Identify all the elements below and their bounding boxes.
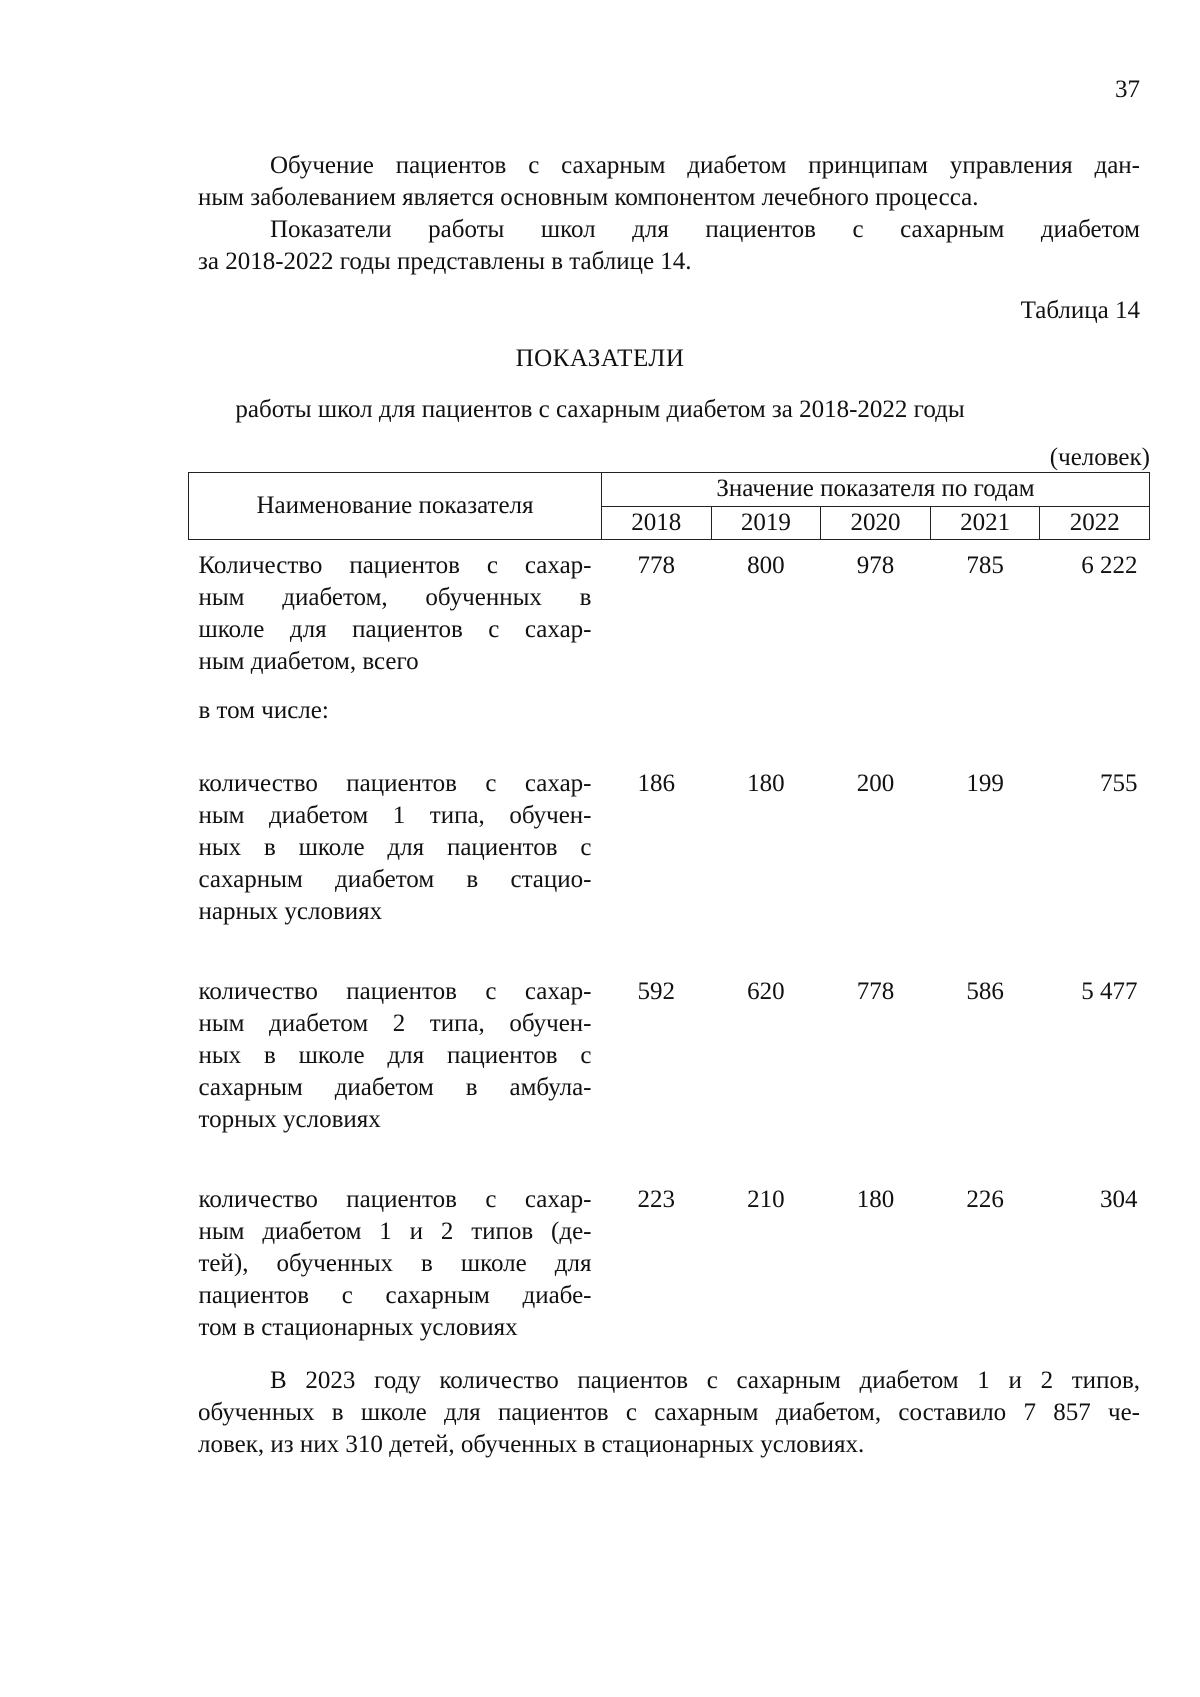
row-label-line: пациентов с сахарным диабе-: [198, 1282, 592, 1309]
cell-value: [1040, 685, 1150, 758]
cell-value: 223: [637, 1186, 676, 1213]
cell-value: 210: [747, 1186, 785, 1213]
text-line: обученных в школе для пациентов с сахарным диабетом, составило 7 857 че-: [198, 1399, 1140, 1426]
table-row: [189, 685, 1150, 758]
cell-value: 620: [747, 978, 785, 1005]
text-line: ловек, из них 310 детей, обученных в стационарных условиях.: [198, 1431, 865, 1458]
cell-value: 200: [856, 770, 895, 797]
table-row: [189, 966, 1150, 1174]
table-subtitle: работы школ для пациентов с сахарным диабетом за 2018-2022 годы: [235, 396, 965, 423]
cell-value: 186: [637, 770, 676, 797]
cell-value: [821, 685, 931, 758]
table-title: ПОКАЗАТЕЛИ: [515, 345, 685, 372]
row-label-line: ных в школе для пациентов с: [198, 1042, 592, 1069]
text-line: Обучение пациентов с сахарным диабетом принципам управления дан-: [270, 152, 1140, 179]
header-year: 2021: [930, 506, 1040, 540]
text-line: Показатели работы школ для пациентов с сахарным диабетом: [270, 216, 1140, 243]
cell-value: 778: [856, 978, 895, 1005]
cell-value: 180: [747, 770, 785, 797]
row-label-line: тей), обученных в школе для: [198, 1250, 592, 1277]
cell-value: [930, 685, 1040, 758]
page-number: 37: [1115, 76, 1140, 103]
header-indicator-name: Наименование показателя: [189, 473, 602, 540]
row-label-line: ных в школе для пациентов с: [198, 834, 592, 861]
row-label-line: ным диабетом, всего: [198, 648, 419, 675]
row-label-line: ным диабетом 1 типа, обучен-: [198, 802, 592, 829]
table-row: [189, 540, 1150, 686]
closing-paragraph: [198, 1365, 1140, 1461]
cell-value: [711, 685, 821, 758]
row-label-line: ным диабетом 2 типа, обучен-: [198, 1010, 592, 1037]
row-label-line: сахарным диабетом в стацио-: [198, 866, 592, 893]
header-year: 2022: [1040, 506, 1150, 540]
row-label-line: количество пациентов с сахар-: [198, 770, 592, 797]
row-label: [189, 758, 602, 966]
cell-value: 304: [1100, 1186, 1138, 1213]
row-label: [189, 966, 602, 1174]
cell-value: 226: [966, 1186, 1004, 1213]
header-year: 2018: [602, 506, 712, 540]
cell-value: 6 222: [1081, 552, 1138, 579]
table-row: [189, 1174, 1150, 1354]
row-label-line: сахарным диабетом в амбула-: [198, 1074, 592, 1101]
row-label: [189, 685, 602, 758]
indicators-table: [188, 472, 1150, 1354]
header-values-by-year: Значение показателя по годам: [602, 473, 1150, 507]
cell-value: 785: [966, 552, 1004, 579]
cell-value: [602, 685, 712, 758]
header-year: 2020: [821, 506, 931, 540]
row-label-line: в том числе:: [198, 697, 329, 724]
text-line: за 2018-2022 годы представлены в таблице 14.: [198, 248, 692, 275]
row-label: [189, 540, 602, 686]
cell-value: 592: [637, 978, 676, 1005]
cell-value: 180: [856, 1186, 895, 1213]
cell-value: 800: [747, 552, 785, 579]
cell-value: 755: [1100, 770, 1138, 797]
row-label-line: ным диабетом, обученных в: [198, 584, 592, 611]
intro-paragraph-1: [198, 150, 1140, 214]
header-year: 2019: [711, 506, 821, 540]
table-units: (человек): [1049, 444, 1150, 471]
row-label-line: количество пациентов с сахар-: [198, 1186, 592, 1213]
row-label-line: количество пациентов с сахар-: [198, 978, 592, 1005]
cell-value: 5 477: [1081, 978, 1138, 1005]
row-label-line: Количество пациентов с сахар-: [198, 552, 592, 579]
row-label-line: школе для пациентов с сахар-: [198, 616, 592, 643]
row-label-line: нарных условиях: [198, 898, 383, 925]
row-label: [189, 1174, 602, 1354]
text-line: В 2023 году количество пациентов с сахарным диабетом 1 и 2 типов,: [270, 1367, 1140, 1394]
cell-value: 586: [966, 978, 1004, 1005]
intro-paragraph-2: [198, 214, 1140, 278]
cell-value: 199: [966, 770, 1004, 797]
row-label-line: ным диабетом 1 и 2 типов (де-: [198, 1218, 592, 1245]
text-line: ным заболеванием является основным компонентом лечебного процесса.: [198, 184, 979, 211]
cell-value: 978: [856, 552, 895, 579]
table-row: [189, 758, 1150, 966]
table-label: Таблица 14: [1020, 297, 1140, 324]
row-label-line: торных условиях: [198, 1106, 381, 1133]
cell-value: 778: [637, 552, 676, 579]
row-label-line: том в стационарных условиях: [198, 1314, 518, 1341]
